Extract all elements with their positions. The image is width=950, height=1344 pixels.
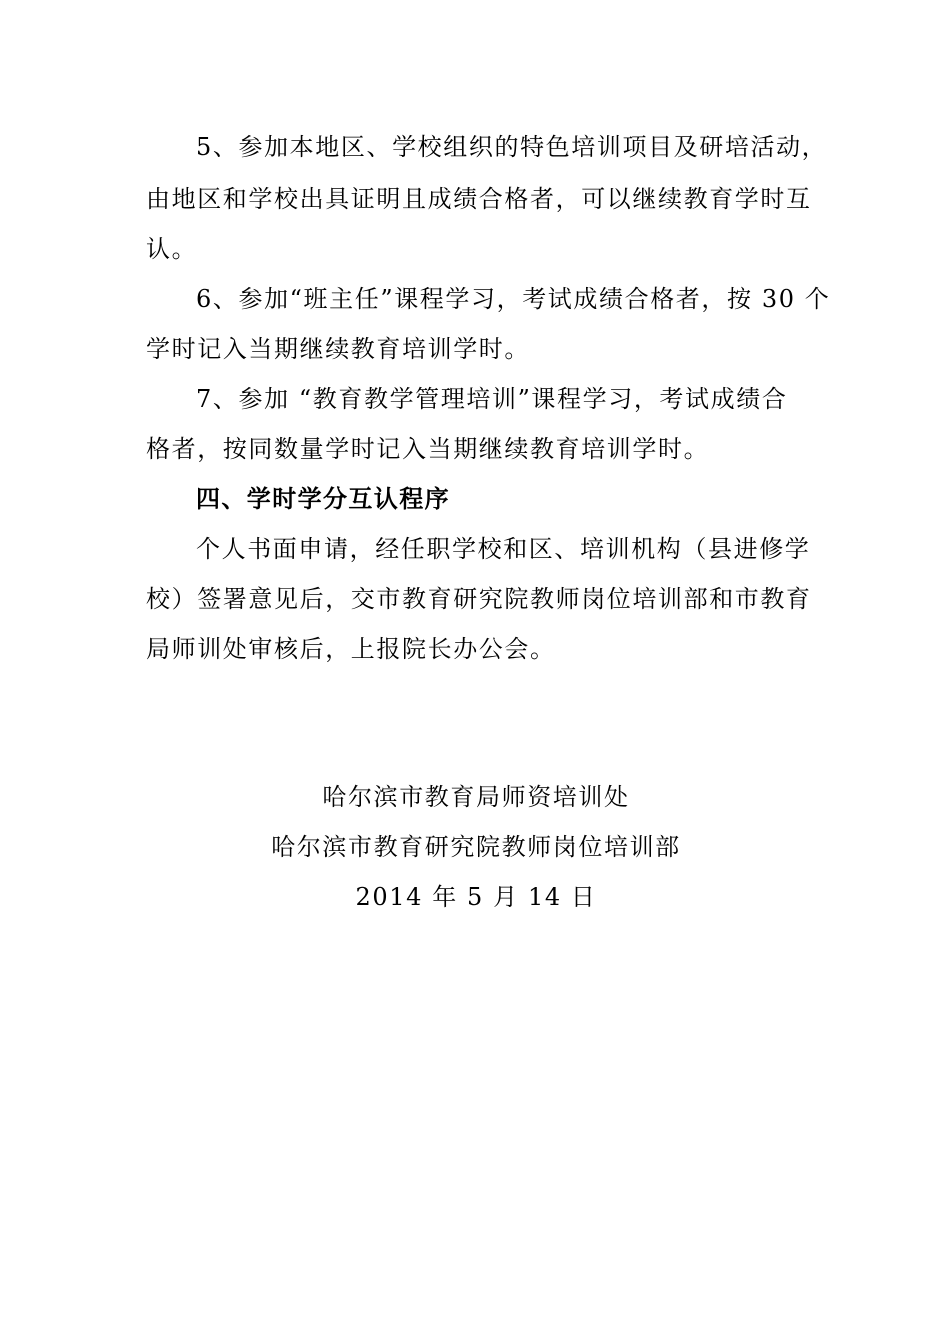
item7-line2: 格者，按同数量学时记入当期继续教育培训学时。 <box>146 435 710 463</box>
section4-line3: 局师训处审核后，上报院长办公会。 <box>146 635 556 663</box>
item5-line1: 5、参加本地区、学校组织的特色培训项目及研培活动， <box>196 133 828 161</box>
section4-line1: 个人书面申请，经任职学校和区、培训机构（县进修学 <box>196 535 811 563</box>
signature-org1: 哈尔滨市教育局师资培训处 <box>322 783 630 811</box>
section4-heading: 四、学时学分互认程序 <box>196 485 450 513</box>
item7-line1: 7、参加 “教育教学管理培训”课程学习，考试成绩合 <box>196 385 788 413</box>
item6-line2: 学时记入当期继续教育培训学时。 <box>146 335 530 363</box>
item5-line2: 由地区和学校出具证明且成绩合格者，可以继续教育学时互 <box>146 185 812 213</box>
signature-date: 2014 年 5 月 14 日 <box>355 883 597 911</box>
signature-org2: 哈尔滨市教育研究院教师岗位培训部 <box>271 833 681 861</box>
item6-line1: 6、参加“班主任”课程学习，考试成绩合格者，按 30 个 <box>196 285 831 313</box>
section4-line2: 校）签署意见后，交市教育研究院教师岗位培训部和市教育 <box>146 585 812 613</box>
item5-line3: 认。 <box>146 235 198 263</box>
